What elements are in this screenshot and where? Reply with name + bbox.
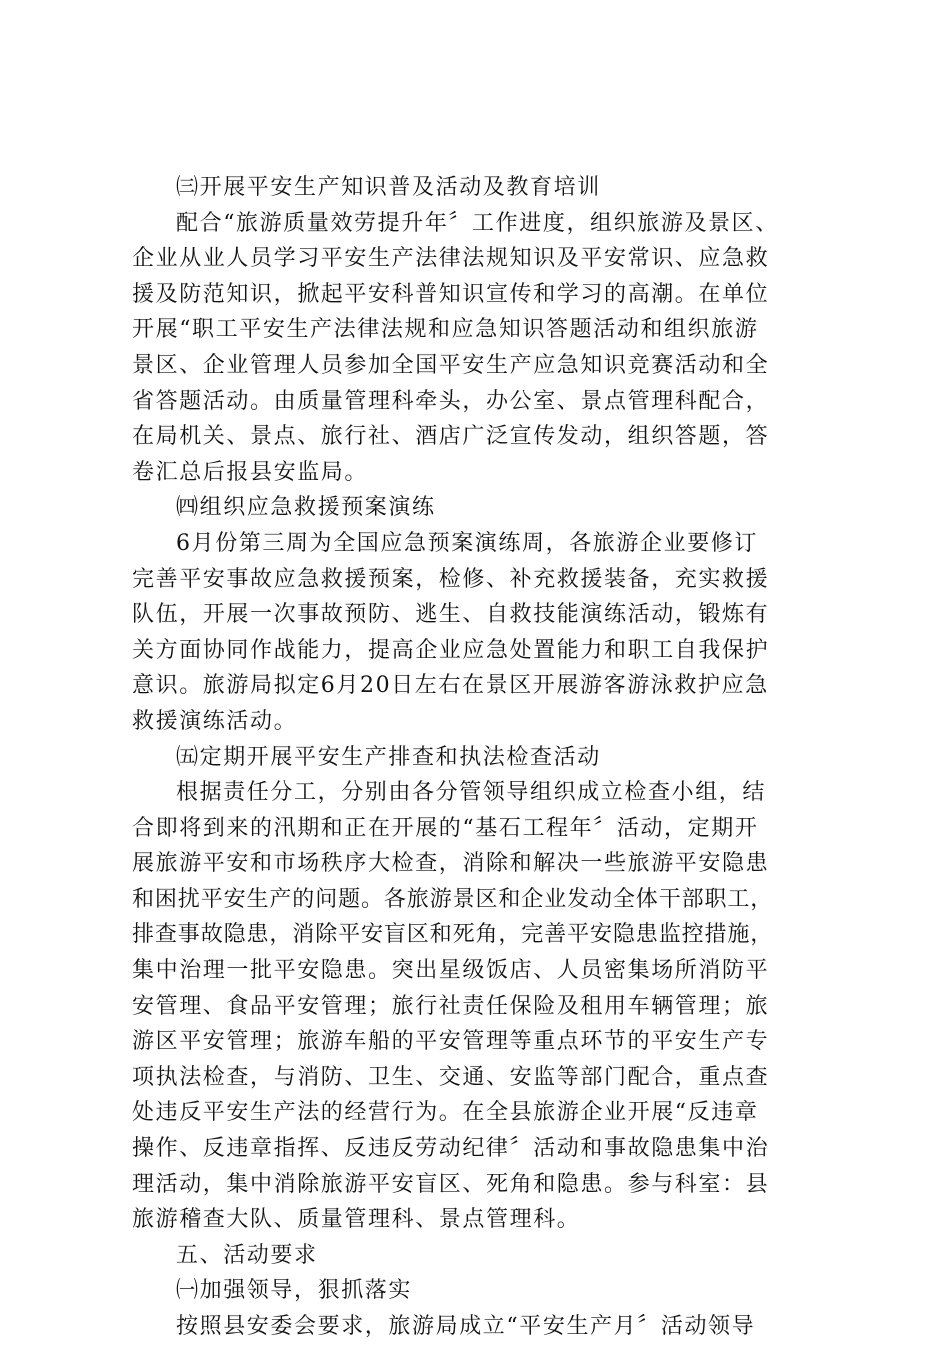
paragraph-line: 关方面协同作战能力，提高企业应急处置能力和职工自我保护 — [132, 637, 770, 663]
document-body — [132, 170, 824, 1345]
paragraph-line: 景区、企业管理人员参加全国平安生产应急知识竞赛活动和全 — [132, 352, 770, 378]
paragraph-line: 安管理、食品平安管理；旅行社责任保险及租用车辆管理；旅 — [132, 993, 770, 1019]
paragraph-line: 操作、反违章指挥、反违反劳动纪律〞活动和事故隐患集中治 — [132, 1136, 770, 1162]
paragraph-line: 卷汇总后报县安监局。 — [132, 459, 369, 485]
paragraph-line: 在局机关、景点、旅行社、酒店广泛宣传发动，组织答题，答 — [132, 424, 770, 450]
paragraph-line: 意识。旅游局拟定6月20日左右在景区开展游客游泳救护应急 — [132, 673, 769, 699]
paragraph-line: 理活动，集中消除旅游平安盲区、死角和隐患。参与科室：县 — [132, 1171, 770, 1197]
paragraph-line: 企业从业人员学习平安生产法律法规知识及平安常识、应急救 — [132, 246, 770, 272]
paragraph-line: 6月份第三周为全国应急预案演练周，各旅游企业要修订 — [176, 530, 758, 556]
section-heading: ㈣组织应急救援预案演练 — [176, 495, 436, 521]
paragraph-line: 根据责任分工，分别由各分管领导组织成立检查小组，结 — [176, 780, 767, 806]
paragraph-line: 展旅游平安和市场秩序大检查，消除和解决一些旅游平安隐患 — [132, 851, 770, 877]
paragraph-line: 队伍，开展一次事故预防、逃生、自救技能演练活动，锻炼有 — [132, 602, 770, 628]
section-heading: ㈤定期开展平安生产排查和执法检查活动 — [176, 744, 601, 770]
paragraph-line: 游区平安管理；旅游车船的平安管理等重点环节的平安生产专 — [132, 1029, 770, 1055]
paragraph-line: 旅游稽查大队、质量管理科、景点管理科。 — [132, 1207, 581, 1233]
paragraph-line: 援及防范知识，掀起平安科普知识宣传和学习的高潮。在单位 — [132, 281, 770, 307]
paragraph-line: 开展“职工平安生产法律法规和应急知识答题活动和组织旅游 — [132, 317, 759, 343]
paragraph-line: 按照县安委会要求，旅游局成立“平安生产月〞活动领导 — [176, 1314, 756, 1339]
paragraph-line: 合即将到来的汛期和正在开展的“基石工程年〞活动，定期开 — [132, 815, 759, 841]
section-heading: ㈠加强领导，狠抓落实 — [176, 1278, 413, 1304]
paragraph-line: 项执法检查，与消防、卫生、交通、安监等部门配合，重点查 — [132, 1064, 770, 1090]
paragraph-line: 完善平安事故应急救援预案，检修、补充救援装备，充实救援 — [132, 566, 770, 592]
paragraph-line: 排查事故隐患，消除平安盲区和死角，完善平安隐患监控措施， — [132, 922, 774, 948]
part-heading: 五、活动要求 — [176, 1242, 318, 1268]
paragraph-line: 救援演练活动。 — [132, 708, 298, 734]
paragraph-line: 省答题活动。由质量管理科牵头，办公室、景点管理科配合， — [132, 388, 770, 414]
paragraph-line: 配合“旅游质量效劳提升年〞工作进度，组织旅游及景区、 — [176, 210, 779, 236]
paragraph-line: 处违反平安生产法的经营行为。在全县旅游企业开展“反违章 — [132, 1100, 759, 1126]
section-heading: ㈢开展平安生产知识普及活动及教育培训 — [176, 175, 601, 200]
paragraph-line: 集中治理一批平安隐患。突出星级饭店、人员密集场所消防平 — [132, 958, 770, 984]
paragraph-line: 和困扰平安生产的问题。各旅游景区和企业发动全体干部职工， — [132, 886, 774, 912]
